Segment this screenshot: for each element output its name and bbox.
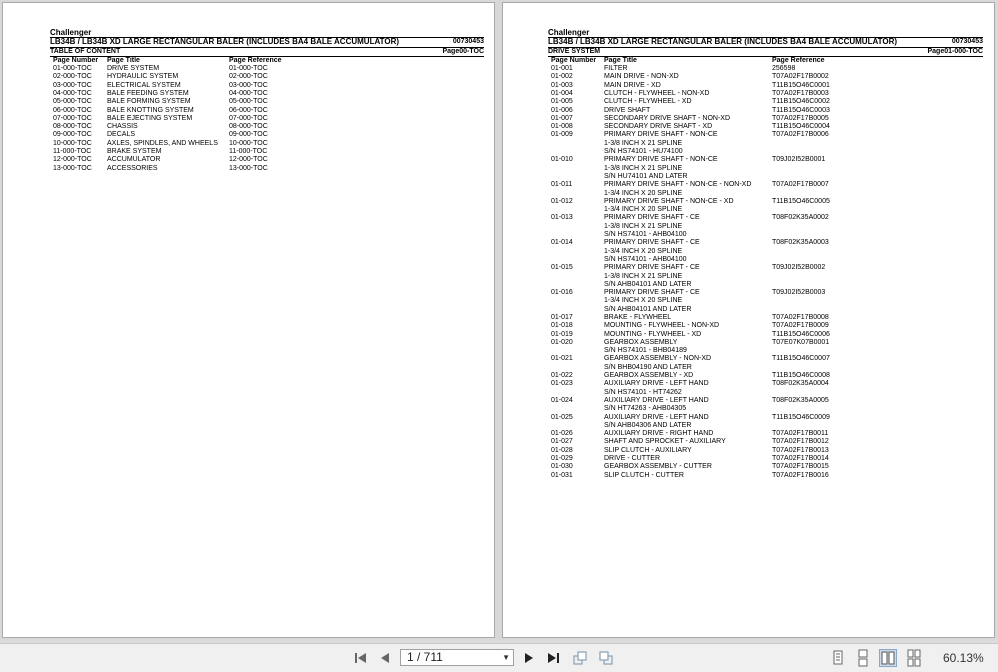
two-page-view-icon[interactable] (879, 649, 897, 667)
page-reference-cell: T07A02F17B0002 (772, 73, 829, 81)
page-number-cell: 01-023 (551, 380, 573, 388)
page-title-cell: GEARBOX ASSEMBLY (604, 338, 678, 346)
go-back-view-icon[interactable] (572, 650, 588, 666)
table-row[interactable] (50, 140, 484, 148)
page-reference-cell: T09J02I52B0001 (772, 156, 826, 164)
column-header: Page Number (53, 56, 99, 64)
page-reference-cell: T07A02F17B0016 (772, 471, 829, 479)
page-title-cell: AUXILIARY DRIVE - LEFT HAND (604, 380, 709, 388)
page-reference-cell: T11B15O46C0006 (772, 330, 830, 338)
page-number-cell: 01-018 (551, 322, 573, 330)
page-title-cell: GEARBOX ASSEMBLY - NON-XD (604, 355, 712, 363)
page-title-cell: BALE KNOTTING SYSTEM (107, 106, 194, 114)
page-number-cell: 01-013 (551, 214, 573, 222)
page-title-cell: DECALS (107, 131, 136, 139)
table-row[interactable] (548, 123, 983, 131)
table-row[interactable] (50, 123, 484, 131)
page-reference-cell: 11-000-TOC (229, 148, 268, 156)
page-reference-cell: 13-000-TOC (229, 164, 268, 172)
page-reference-cell: T07A02F17B0014 (772, 455, 829, 463)
row-note: 1-3/4 INCH X 20 SPLINE (604, 206, 683, 214)
section-title: TABLE OF CONTENT (50, 47, 121, 55)
page-reference-cell: T11B15O46C0008 (772, 372, 830, 380)
row-note: S/N AHB04306 AND LATER (604, 421, 692, 429)
row-note: 1-3/8 INCH X 21 SPLINE (604, 222, 683, 230)
page-title-cell: CLUTCH - FLYWHEEL - NON-XD (604, 89, 710, 97)
table-row[interactable] (548, 463, 983, 471)
row-note: 1-3/8 INCH X 21 SPLINE (604, 164, 683, 172)
page-number-cell: 01-000-TOC (53, 65, 92, 73)
document-title: LB34B / LB34B XD LARGE RECTANGULAR BALER (INCLUDES BA4 BALE ACCUMULATOR) (50, 37, 400, 46)
page-reference-cell: 02-000-TOC (229, 73, 268, 81)
page-number-cell: 10-000-TOC (53, 139, 92, 147)
page-number-cell: 01-027 (551, 438, 573, 446)
page-title-cell: PRIMARY DRIVE SHAFT - NON-CE - XD (604, 197, 734, 205)
table-row[interactable] (548, 289, 983, 297)
page-title-cell: SLIP CLUTCH - AUXILIARY (604, 446, 692, 454)
table-row[interactable] (548, 65, 983, 73)
page-reference-cell: T08F02K35A0003 (772, 239, 829, 247)
page-title-cell: DRIVE SHAFT (604, 106, 651, 114)
row-note: S/N HS74101 - AHB04100 (604, 255, 687, 263)
page-number-cell: 01-012 (551, 197, 573, 205)
page-title-cell: PRIMARY DRIVE SHAFT - CE (604, 289, 700, 297)
table-row[interactable] (548, 214, 983, 222)
continuous-view-icon[interactable] (854, 649, 872, 667)
page-number-cell: 01-028 (551, 446, 573, 454)
page-reference-cell: 12-000-TOC (229, 156, 268, 164)
page-number-cell: 01-007 (551, 114, 573, 122)
page-reference-cell: 10-000-TOC (229, 139, 268, 147)
first-page-icon[interactable] (353, 650, 369, 666)
page-content (50, 28, 484, 173)
page-reference-cell: T07A02F17B0013 (772, 446, 829, 454)
page-number-cell: 09-000-TOC (53, 131, 92, 139)
page-title-cell: DRIVE - CUTTER (604, 455, 660, 463)
page-title-cell: PRIMARY DRIVE SHAFT - CE (604, 264, 700, 272)
row-note: S/N HU74101 AND LATER (604, 172, 688, 180)
page-number-cell: 01-008 (551, 123, 573, 131)
page-indicator: 1 / 711 (407, 650, 443, 664)
row-note: 1-3/4 INCH X 20 SPLINE (604, 189, 683, 197)
page-number-cell: 02-000-TOC (53, 73, 92, 81)
page-reference-cell: 04-000-TOC (229, 89, 268, 97)
page-reference-cell: 03-000-TOC (229, 81, 268, 89)
page-number-cell: 13-000-TOC (53, 164, 92, 172)
table-row[interactable] (548, 73, 983, 81)
row-note: S/N HS74101 - HU74100 (604, 148, 683, 156)
row-note: S/N AHB04101 AND LATER (604, 280, 692, 288)
page-reference-cell: T11B15O46C0001 (772, 81, 830, 89)
page-reference-cell: 01-000-TOC (229, 65, 268, 73)
table-row[interactable] (548, 414, 983, 422)
pdf-page-left (2, 2, 495, 638)
page-number-cell: 01-017 (551, 314, 573, 321)
document-number: 00730453 (452, 38, 484, 45)
page-number-cell: 01-030 (551, 463, 573, 471)
page-number-cell: 01-019 (551, 330, 573, 338)
table-row[interactable] (548, 339, 983, 347)
page-title-cell: SHAFT AND SPROCKET - AUXILIARY (604, 438, 726, 446)
page-reference-cell: T11B15O46C0004 (772, 123, 830, 131)
toc-table-body (50, 65, 484, 173)
page-title-cell: MOUNTING - FLYWHEEL - XD (604, 330, 702, 338)
page-title-cell: SECONDARY DRIVE SHAFT - NON-XD (604, 114, 731, 122)
page-title-cell: PRIMARY DRIVE SHAFT - CE (604, 214, 700, 222)
column-header: Page Number (551, 56, 597, 64)
table-row[interactable] (548, 131, 983, 139)
pdf-toolbar (0, 643, 998, 672)
page-number-cell: 08-000-TOC (53, 123, 92, 131)
page-reference-cell: T09J02I52B0002 (772, 264, 826, 272)
section-row (548, 47, 983, 57)
page-title-cell: MAIN DRIVE - NON-XD (604, 73, 679, 81)
page-reference-cell: 09-000-TOC (229, 131, 268, 139)
row-note: 1-3/8 INCH X 21 SPLINE (604, 272, 683, 280)
page-number-cell: 01-005 (551, 98, 573, 106)
column-header: Page Title (107, 56, 140, 64)
page-content (548, 28, 983, 480)
page-title-cell: BALE FEEDING SYSTEM (107, 89, 189, 97)
row-note: 1-3/8 INCH X 21 SPLINE (604, 139, 683, 147)
page-number-cell: 01-016 (551, 289, 573, 297)
page-title-cell: BALE FORMING SYSTEM (107, 98, 191, 106)
go-forward-view-icon[interactable] (598, 650, 614, 666)
page-number-cell: 11-000-TOC (53, 148, 92, 156)
table-row[interactable] (548, 322, 983, 330)
page-number-cell: 06-000-TOC (53, 106, 92, 114)
table-row[interactable] (50, 148, 484, 156)
table-row[interactable] (50, 73, 484, 81)
document-title-row (548, 38, 983, 47)
next-page-icon[interactable] (521, 650, 537, 666)
page-number-cell: 01-014 (551, 239, 573, 247)
page-title-cell: MAIN DRIVE - XD (604, 81, 661, 89)
page-title-cell: PRIMARY DRIVE SHAFT - NON-CE - NON-XD (604, 181, 752, 189)
page-title-cell: FILTER (604, 65, 628, 73)
page-title-cell: GEARBOX ASSEMBLY - XD (604, 372, 694, 380)
table-row[interactable] (50, 165, 484, 173)
table-header (50, 57, 484, 65)
page-title-cell: MOUNTING - FLYWHEEL - NON-XD (604, 322, 720, 330)
page-title-cell: DRIVE SYSTEM (107, 65, 160, 73)
page-reference-cell: T07A02F17B0005 (772, 114, 829, 122)
page-title-cell: SLIP CLUTCH - CUTTER (604, 471, 684, 479)
table-row[interactable] (50, 82, 484, 90)
table-row[interactable] (548, 372, 983, 380)
page-reference-cell: T11B15O46C0002 (772, 98, 830, 106)
column-header: Page Reference (772, 56, 825, 64)
page-number-cell: 12-000-TOC (53, 156, 92, 164)
page-reference-cell: 08-000-TOC (229, 123, 268, 131)
page-number-select[interactable] (400, 649, 514, 666)
page-title-cell: CHASSIS (107, 123, 138, 131)
page-reference-cell: T08F02K35A0002 (772, 214, 829, 222)
row-note: S/N BHB04190 AND LATER (604, 363, 692, 371)
table-row[interactable] (548, 264, 983, 272)
page-reference-cell: T07A02F17B0003 (772, 89, 829, 97)
page-number-cell: 01-011 (551, 181, 573, 189)
page-title-cell: PRIMARY DRIVE SHAFT - CE (604, 239, 700, 247)
page-number-cell: 01-001 (551, 65, 573, 73)
page-reference-cell: T07A02F17B0015 (772, 463, 829, 471)
table-row[interactable] (548, 107, 983, 115)
page-reference-cell: 05-000-TOC (229, 98, 268, 106)
chevron-down-icon: ▼ (502, 653, 510, 662)
document-title-row (50, 38, 484, 47)
page-title-cell: HYDRAULIC SYSTEM (107, 73, 179, 81)
table-row[interactable] (548, 380, 983, 388)
table-row[interactable] (548, 239, 983, 247)
page-reference-cell: T07A02F17B0007 (772, 181, 829, 189)
table-row[interactable] (548, 331, 983, 339)
page-number-cell: 01-025 (551, 413, 573, 421)
page-reference-cell: 06-000-TOC (229, 106, 268, 114)
page-number-cell: 01-029 (551, 455, 573, 463)
page-reference-cell: T07E07K07B0001 (772, 338, 830, 346)
row-note: S/N HS74101 - HT74262 (604, 388, 682, 396)
table-row[interactable] (548, 98, 983, 106)
page-reference-cell: T07A02F17B0006 (772, 131, 829, 139)
page-number-cell: 01-009 (551, 131, 573, 139)
table-row[interactable] (548, 447, 983, 455)
table-row[interactable] (50, 98, 484, 106)
table-header (548, 57, 983, 65)
table-row[interactable] (548, 438, 983, 446)
table-row[interactable] (548, 314, 983, 322)
page-number-cell: 01-021 (551, 355, 573, 363)
row-note: S/N HS74101 - BHB04189 (604, 347, 687, 355)
page-number-cell: 01-022 (551, 372, 573, 380)
page-reference-cell: 256598 (772, 65, 796, 73)
page-reference-cell: T11B15O46C0007 (772, 355, 830, 363)
page-title-cell: AXLES, SPINDLES, AND WHEELS (107, 139, 218, 147)
page-title-cell: ELECTRICAL SYSTEM (107, 81, 181, 89)
single-page-view-icon[interactable] (829, 649, 847, 667)
page-number-cell: 01-010 (551, 156, 573, 164)
page-reference-cell: T11B15O46C0009 (772, 413, 830, 421)
page-title-cell: CLUTCH - FLYWHEEL - XD (604, 98, 692, 106)
page-number-cell: 01-002 (551, 73, 573, 81)
row-note: S/N AHB04101 AND LATER (604, 305, 692, 313)
column-header: Page Title (604, 56, 637, 64)
two-page-continuous-view-icon[interactable] (905, 649, 923, 667)
page-number-cell: 01-020 (551, 338, 573, 346)
page-title-cell: ACCESSORIES (107, 164, 158, 172)
section-title: DRIVE SYSTEM (548, 47, 601, 55)
table-row[interactable] (50, 107, 484, 115)
page-reference-cell: T07A02F17B0011 (772, 430, 829, 438)
row-note: 1-3/4 INCH X 20 SPLINE (604, 247, 683, 255)
page-number-cell: 01-004 (551, 89, 573, 97)
table-row[interactable] (50, 156, 484, 164)
page-title-cell: AUXILIARY DRIVE - LEFT HAND (604, 396, 709, 404)
page-reference-cell: T08F02K35A0005 (772, 396, 829, 404)
brand-name: Challenger (548, 28, 983, 38)
page-reference-cell: T11B15O46C0003 (772, 106, 830, 114)
previous-page-icon[interactable] (377, 650, 393, 666)
last-page-icon[interactable] (545, 650, 561, 666)
page-reference: Page01-000-TOC (927, 47, 983, 55)
table-row[interactable] (548, 156, 983, 164)
row-note: S/N HT74263 - AHB04305 (604, 405, 687, 413)
table-row[interactable] (548, 355, 983, 363)
parts-table-body (548, 65, 983, 480)
page-reference: Page00-TOC (442, 47, 484, 55)
table-row[interactable] (548, 181, 983, 189)
page-title-cell: BALE EJECTING SYSTEM (107, 114, 193, 122)
page-title-cell: PRIMARY DRIVE SHAFT - NON-CE (604, 131, 718, 139)
page-number-cell: 01-015 (551, 264, 573, 272)
page-title-cell: SECONDARY DRIVE SHAFT - XD (604, 123, 713, 131)
table-row[interactable] (548, 455, 983, 463)
table-row[interactable] (50, 65, 484, 73)
page-number-cell: 03-000-TOC (53, 81, 92, 89)
page-title-cell: BRAKE SYSTEM (107, 148, 162, 156)
document-number: 00730453 (951, 38, 983, 45)
table-row[interactable] (548, 115, 983, 123)
zoom-level[interactable]: 60.13% (943, 651, 984, 665)
page-title-cell: GEARBOX ASSEMBLY - CUTTER (604, 463, 712, 471)
page-reference-cell: T11B15O46C0005 (772, 197, 830, 205)
page-number-cell: 01-006 (551, 106, 573, 114)
page-title-cell: AUXILIARY DRIVE - RIGHT HAND (604, 430, 714, 438)
section-row (50, 47, 484, 57)
column-header: Page Reference (229, 56, 282, 64)
page-number-cell: 01-026 (551, 430, 573, 438)
table-row[interactable] (50, 90, 484, 98)
page-title-cell: ACCUMULATOR (107, 156, 161, 164)
row-note: S/N HS74101 - AHB04100 (604, 231, 687, 239)
table-row[interactable] (548, 82, 983, 90)
table-row[interactable] (548, 430, 983, 438)
brand-name: Challenger (50, 28, 484, 38)
page-number-cell: 01-031 (551, 471, 573, 479)
page-title-cell: PRIMARY DRIVE SHAFT - NON-CE (604, 156, 718, 164)
page-number-cell: 05-000-TOC (53, 98, 92, 106)
page-reference-cell: T07A02F17B0009 (772, 322, 829, 330)
page-reference-cell: T07A02F17B0012 (772, 438, 829, 446)
table-row[interactable] (548, 397, 983, 405)
page-reference-cell: T09J02I52B0003 (772, 289, 826, 297)
row-note: 1-3/4 INCH X 20 SPLINE (604, 297, 683, 305)
page-reference-cell: T07A02F17B0008 (772, 314, 829, 321)
pdf-page-right (502, 2, 995, 638)
table-row[interactable] (548, 198, 983, 206)
document-title: LB34B / LB34B XD LARGE RECTANGULAR BALER (INCLUDES BA4 BALE ACCUMULATOR) (548, 37, 898, 46)
table-row[interactable] (548, 472, 983, 480)
page-reference-cell: T08F02K35A0004 (772, 380, 829, 388)
page-reference-cell: 07-000-TOC (229, 114, 268, 122)
table-row[interactable] (548, 90, 983, 98)
page-title-cell: BRAKE - FLYWHEEL (604, 314, 672, 321)
page-number-cell: 01-024 (551, 396, 573, 404)
page-number-cell: 04-000-TOC (53, 89, 92, 97)
table-row[interactable] (50, 131, 484, 139)
page-number-cell: 01-003 (551, 81, 573, 89)
page-number-cell: 07-000-TOC (53, 114, 92, 122)
page-title-cell: AUXILIARY DRIVE - LEFT HAND (604, 413, 709, 421)
table-row[interactable] (50, 115, 484, 123)
